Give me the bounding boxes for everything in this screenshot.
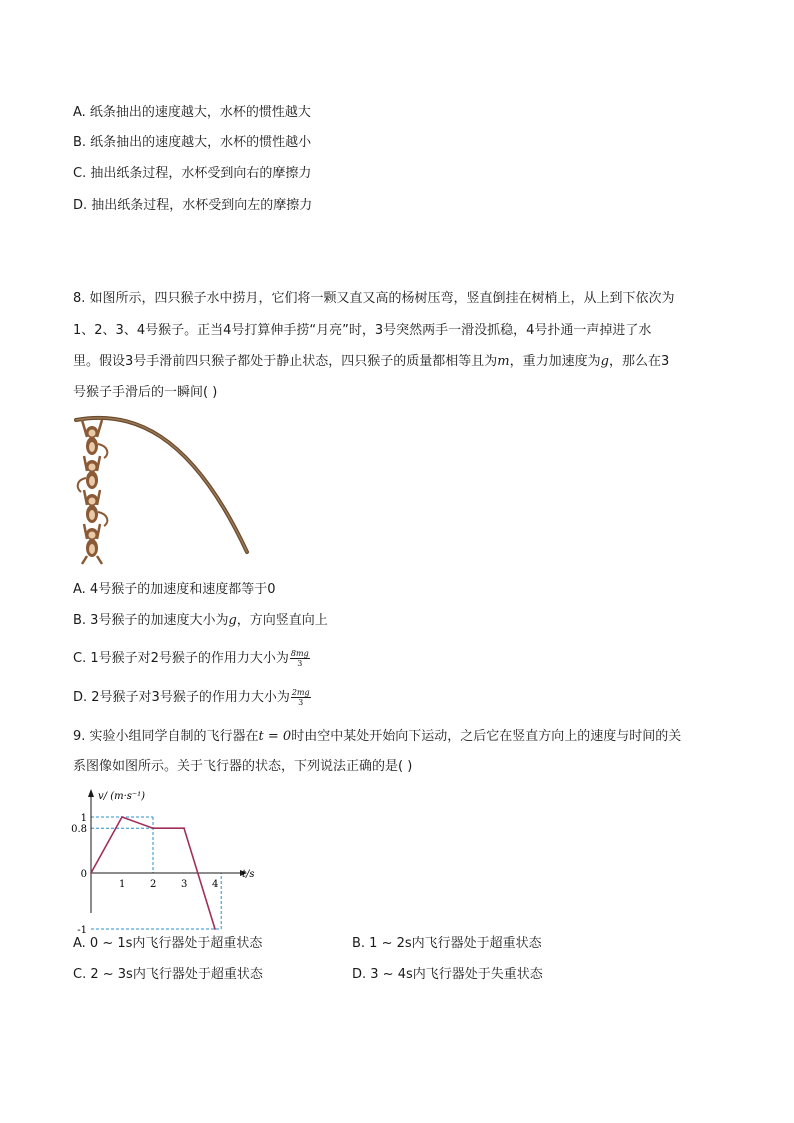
q9-option-c: C. 2 ~ 3s内飞行器处于超重状态 — [73, 967, 263, 982]
velocity-time-chart — [70, 785, 270, 936]
q8-stem-line-3: 里。假设3号手滑前四只猴子都处于静止状态，四只猴子的质量都相等且为m，重力加速度为g，那么在3 — [73, 354, 670, 369]
fraction-8mg-3: $\frac{8mg}{3}$ — [290, 649, 309, 668]
q9-option-d: D. 3 ~ 4s内飞行器处于失重状态 — [352, 967, 543, 982]
data-point-4 — [214, 928, 216, 930]
q8-option-c: C. 1号猴子对2号猴子的作用力大小为 $\frac{8mg}{3}$ — [73, 649, 309, 668]
data-point-3 — [183, 827, 185, 829]
q7-option-a: A. 纸条抽出的速度越大，水杯的惯性越大 — [73, 105, 311, 120]
y-tick-label-0.8: 0.8 — [71, 824, 87, 836]
data-point-2 — [152, 827, 154, 829]
t-equals-zero: t = 0 — [258, 729, 292, 744]
y-tick-label--1: -1 — [77, 925, 87, 936]
var-m: m — [497, 354, 510, 369]
q8-option-b: B. 3号猴子的加速度大小为g，方向竖直向上 — [73, 613, 328, 628]
q8-stem-line-1: 8. 如图所示，四只猴子水中捞月，它们将一颗又直又高的杨树压弯，竖直倒挂在树梢上，从上到下依次为 — [73, 291, 675, 306]
x-tick-label-2: 2 — [150, 879, 157, 890]
x-tick-label-4: 4 — [212, 879, 219, 890]
fraction-2mg-3: $\frac{2mg}{3}$ — [291, 688, 310, 707]
q9-option-b: B. 1 ~ 2s内飞行器处于超重状态 — [352, 936, 542, 951]
monkey-4 — [82, 524, 102, 564]
y-axis-arrow — [88, 789, 94, 797]
monkey-3 — [84, 490, 107, 526]
q8-option-a: A. 4号猴子的加速度和速度都等于0 — [73, 582, 276, 597]
q7-option-d: D. 抽出纸条过程，水杯受到向左的摩擦力 — [73, 198, 313, 213]
data-point-0 — [90, 872, 92, 874]
x-axis-label: t/s — [242, 869, 255, 880]
q8-stem-line-2: 1、2、3、4号猴子。正当4号打算伸手捞“月亮”时，3号突然两手一滑没抓稳，4号扑通一声掉进了水 — [73, 323, 652, 338]
data-point-1 — [121, 816, 123, 818]
q9-option-a: A. 0 ~ 1s内飞行器处于超重状态 — [73, 936, 263, 951]
q9-stem-line-2: 系图像如图所示。关于飞行器的状态，下列说法正确的是( ) — [73, 759, 413, 774]
monkeys-tree-illustration — [70, 410, 255, 570]
q9-stem-line-1: 9. 实验小组同学自制的飞行器在t = 0时由空中某处开始向下运动，之后它在竖直方向上的速度与时间的关 — [73, 729, 682, 744]
y-tick-label-0: 0 — [80, 869, 87, 880]
q7-option-b: B. 纸条抽出的速度越大，水杯的惯性越小 — [73, 135, 312, 150]
q7-option-c: C. 抽出纸条过程，水杯受到向右的摩擦力 — [73, 166, 312, 181]
monkey-1 — [82, 420, 107, 458]
q8-stem-line-4: 号猴子手滑后的一瞬间( ) — [73, 385, 218, 400]
x-tick-label-3: 3 — [181, 879, 188, 890]
var-g: g — [600, 354, 609, 369]
q8-option-d: D. 2号猴子对3号猴子的作用力大小为 $\frac{2mg}{3}$ — [73, 688, 310, 707]
y-tick-label-1: 1 — [80, 813, 87, 824]
y-axis-label: v/ (m·s⁻¹) — [98, 791, 146, 802]
monkey-2 — [78, 456, 100, 492]
x-tick-label-1: 1 — [119, 879, 126, 890]
